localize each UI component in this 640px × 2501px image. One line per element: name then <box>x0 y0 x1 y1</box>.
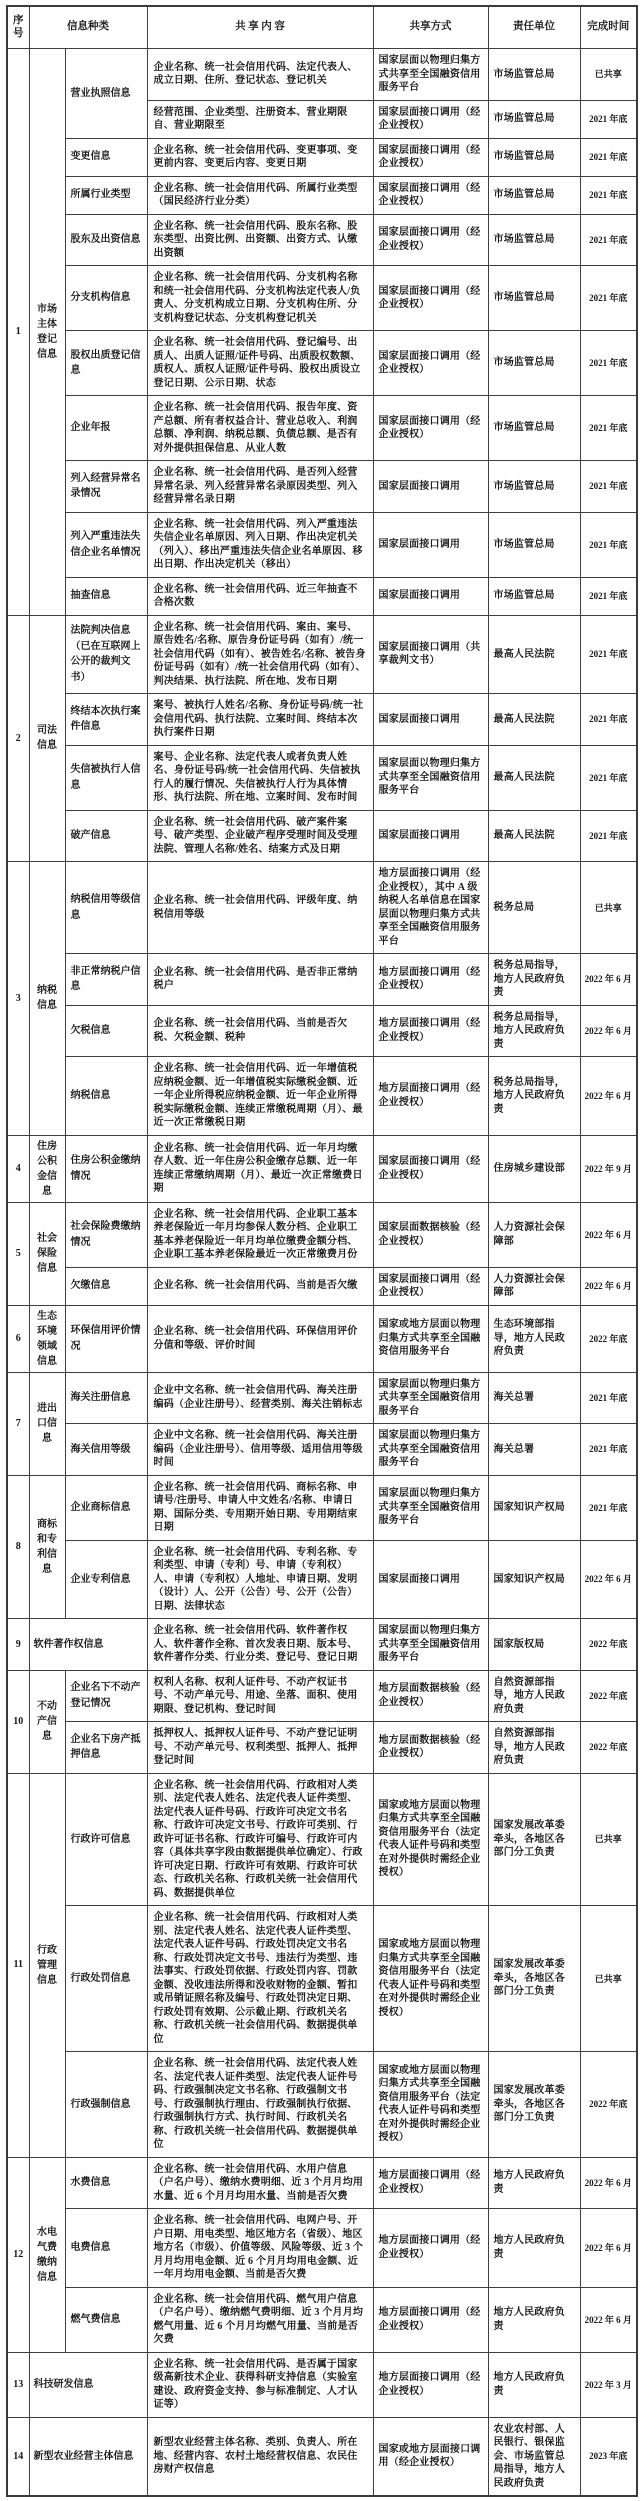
cell-content: 企业名称、统一社会信用代码、股东名称、股东类型、出资比例、出资额、出资方式、认缴出资额 <box>147 214 373 266</box>
cell-type: 股权出质登记信息 <box>65 331 147 396</box>
cell-content: 企业名称、统一社会信用代码、报告年度、资产总额、所有者权益合计、营业总收入、利润总额、净利润、纳税总额、负债总额、是否有对外提供担保信息、从业人数 <box>147 396 373 461</box>
cell-unit: 住房城乡建设部 <box>488 1135 580 1202</box>
cell-time: 2022 年底 <box>580 1670 637 1722</box>
cell-time: 2022 年底 <box>580 1619 637 1671</box>
cell-method: 地方层面接口调用（经企业授权） <box>373 1005 488 1057</box>
cell-type: 社会保险费缴纳情况 <box>65 1202 147 1267</box>
table-row <box>7 1475 637 1540</box>
cell-type: 终结本次执行案件信息 <box>65 694 147 746</box>
cell-content: 权利人名称、权利人证件号、不动产权证书号、不动产单元号、用途、坐落、面积、使用期限、登记机构、登记时间 <box>147 1670 373 1722</box>
table-row <box>7 214 637 266</box>
cell-method: 国家层面接口调用（经企业授权） <box>373 1135 488 1202</box>
cell-type: 水费信息 <box>65 2157 147 2209</box>
cell-category: 软件著作权信息 <box>29 1619 147 1671</box>
cell-unit: 国家发展改革委牵头，各地区各部门分工负责 <box>488 1773 580 1906</box>
cell-time: 2021 年底 <box>580 1424 637 1476</box>
cell-serial: 12 <box>7 2157 29 2352</box>
col-header-time: 完成时间 <box>580 6 637 49</box>
cell-time: 2021 年底 <box>580 266 637 331</box>
cell-unit: 国家知识产权局 <box>488 1475 580 1540</box>
cell-method: 国家层面接口调用 <box>373 512 488 577</box>
cell-method: 地方层面接口调用（经企业授权） <box>373 954 488 1006</box>
cell-time: 2022 年底 <box>580 1305 637 1372</box>
cell-type: 失信被执行人信息 <box>65 745 147 810</box>
cell-content: 企业名称、统一社会信用代码、商标名称、申请号/注册号、申请人中文姓名/名称、申请日期、国际分类、专用期开始日期、专用期结束日期 <box>147 1475 373 1540</box>
cell-time: 已共享 <box>580 49 637 101</box>
cell-category: 水电气费缴纳信息 <box>29 2157 65 2352</box>
cell-time: 2021 年底 <box>580 100 637 138</box>
cell-content: 企业名称、统一社会信用代码、近一年增值税应纳税金额、近一年增值税实际缴税金额、近一年企业所得税应纳税金额、近一年企业所得税实际缴税金额、连续正常缴税周期（月）、最近一次正常缴税日期 <box>147 1057 373 1136</box>
table-row <box>7 1619 637 1671</box>
cell-unit: 市场监管总局 <box>488 331 580 396</box>
cell-method: 国家层面以物理归集方式共享至全国融资信用服务平台 <box>373 745 488 810</box>
cell-unit: 市场监管总局 <box>488 512 580 577</box>
cell-content: 企业名称、统一社会信用代码、法定代表人、成立日期、住所、登记状态、登记机关 <box>147 49 373 101</box>
cell-time: 2021 年底 <box>580 512 637 577</box>
cell-unit: 农业农村部、人民银行、银保监会、市场监管总局指导，地方人民政府负责 <box>488 2417 580 2496</box>
table-body <box>7 49 637 2497</box>
table-row <box>7 1202 637 1267</box>
cell-content: 企业中文名称、统一社会信用代码、海关注册编码（企业注册号）、经营类别、海关注销标志 <box>147 1372 373 1424</box>
cell-unit: 税务总局指导，地方人民政府负责 <box>488 954 580 1006</box>
cell-unit: 地方人民政府负责 <box>488 2287 580 2352</box>
cell-type: 海关注册信息 <box>65 1372 147 1424</box>
cell-type: 股东及出资信息 <box>65 214 147 266</box>
cell-unit: 国家发展改革委牵头，各地区各部门分工负责 <box>488 1906 580 2052</box>
cell-time: 2021 年底 <box>580 1475 637 1540</box>
cell-category: 不动产信息 <box>29 1670 65 1773</box>
cell-unit: 最高人民法院 <box>488 810 580 862</box>
cell-method: 地方层面数据核验（经企业授权） <box>373 1722 488 1774</box>
table-row <box>7 2157 637 2209</box>
table-row <box>7 745 637 810</box>
cell-time: 2023 年底 <box>580 2417 637 2496</box>
cell-time: 已共享 <box>580 1773 637 1906</box>
cell-unit: 自然资源部指导，地方人民政府负责 <box>488 1670 580 1722</box>
table-row <box>7 1372 637 1424</box>
cell-unit: 最高人民法院 <box>488 745 580 810</box>
cell-category: 行政管理信息 <box>29 1773 65 2157</box>
cell-unit: 市场监管总局 <box>488 577 580 615</box>
table-row <box>7 615 637 694</box>
cell-method: 国家层面接口调用 <box>373 577 488 615</box>
cell-time: 2022 年 6 月 <box>580 1005 637 1057</box>
cell-serial: 13 <box>7 2352 29 2417</box>
cell-content: 企业名称、统一社会信用代码、水用户信息（户名户号）、缴纳水费明细、近 3 个月月均用水量、近 6 个月月均用水量、当前是否欠费 <box>147 2157 373 2209</box>
cell-time: 2021 年底 <box>580 615 637 694</box>
cell-unit: 国家版权局 <box>488 1619 580 1671</box>
cell-category: 市场主体登记信息 <box>29 49 65 616</box>
cell-type: 住房公积金缴纳情况 <box>65 1135 147 1202</box>
cell-method: 地方层面接口调用（经企业授权） <box>373 2157 488 2209</box>
table-row <box>7 1540 637 1619</box>
cell-content: 企业名称、统一社会信用代码、电网户号、开户日期、用电类型、地区地方名（省级）、地区地方名（市级）、价值等级、风险等级、近 3 个月月均用电金额、近 6 个月月均用电金额、近一年月均用电金额、当前是否欠费 <box>147 2209 373 2288</box>
cell-time: 2021 年底 <box>580 694 637 746</box>
cell-content: 企业名称、统一社会信用代码、燃气用户信息（户名户号）、缴纳燃气费明细、近 3 个月月均燃气用量、近 6 个月月均燃气用量、当前是否欠费 <box>147 2287 373 2352</box>
cell-content: 企业名称、统一社会信用代码、行政相对人类别、法定代表人姓名、法定代表人证件类型、法定代表人证件号码、行政处罚决定文书名称、行政处罚决定文书号、违法行为类型、违法事实、行政处罚依据、行政处罚内容、罚款金额、没收违法所得和没收财物的金额、暂扣或吊销证照名称及编号、行政处罚决定日期、行政处罚有效期、公示截止期、行政机关名称、行政机关统一社会信用代码、数据提供单位 <box>147 1906 373 2052</box>
cell-type: 抽查信息 <box>65 577 147 615</box>
cell-time: 2021 年底 <box>580 1372 637 1424</box>
cell-serial: 2 <box>7 615 29 862</box>
table-row <box>7 862 637 954</box>
info-sharing-table <box>6 5 638 2497</box>
cell-category: 纳税信息 <box>29 862 65 1136</box>
cell-method: 国家层面接口调用（共享裁判文书） <box>373 615 488 694</box>
table-row <box>7 2417 637 2496</box>
cell-type: 破产信息 <box>65 810 147 862</box>
cell-unit: 地方人民政府负责 <box>488 2209 580 2288</box>
table-row <box>7 577 637 615</box>
cell-content: 企业名称、统一社会信用代码、近一年月均缴存人数、近一年住房公积金缴存总额、近一年连续正常缴纳周期（月）、最近一次正常缴费日期 <box>147 1135 373 1202</box>
cell-content: 企业名称、统一社会信用代码、评级年度、纳税信用等级 <box>147 862 373 954</box>
cell-serial: 8 <box>7 1475 29 1619</box>
cell-type: 营业执照信息 <box>65 49 147 139</box>
cell-unit: 地方人民政府负责 <box>488 2157 580 2209</box>
cell-unit: 税务总局指导，地方人民政府负责 <box>488 1057 580 1136</box>
cell-content: 企业名称、统一社会信用代码、环保信用评价分值和等级、评价时间 <box>147 1305 373 1372</box>
cell-type: 分支机构信息 <box>65 266 147 331</box>
col-header-unit: 责任单位 <box>488 6 580 49</box>
cell-content: 案号、企业名称、法定代表人或者负责人姓名、身份证号码/统一社会信用代码、失信被执行人的履行情况、失信被执行人行为具体情形、执行法院、所在地、立案时间、发布时间 <box>147 745 373 810</box>
cell-content: 经营范围、企业类型、注册资本、营业期限自、营业期限至 <box>147 100 373 138</box>
cell-unit: 海关总署 <box>488 1372 580 1424</box>
cell-unit: 市场监管总局 <box>488 49 580 101</box>
table-row <box>7 1135 637 1202</box>
cell-unit: 最高人民法院 <box>488 694 580 746</box>
cell-content: 企业名称、统一社会信用代码、法定代表人姓名、法定代表人证件类型、法定代表人证件号码、行政强制决定文书名称、行政强制文书号、行政强制执行理由、行政强制执行依据、行政强制执行方式、执行时间、行政机关名称、行政机关统一社会信用代码、数据提供单位 <box>147 2052 373 2158</box>
cell-type: 企业名下房产抵押信息 <box>65 1722 147 1774</box>
cell-method: 地方层面接口调用（经企业授权） <box>373 2352 488 2417</box>
table-row <box>7 2352 637 2417</box>
cell-category: 新型农业经营主体信息 <box>29 2417 147 2496</box>
cell-method: 国家层面以物理归集方式共享至全国融资信用服务平台 <box>373 1372 488 1424</box>
cell-type: 企业名下不动产登记情况 <box>65 1670 147 1722</box>
table-row <box>7 1267 637 1305</box>
cell-method: 国家层面以物理归集方式共享至全国融资信用服务平台 <box>373 49 488 101</box>
cell-time: 2022 年 3 月 <box>580 2352 637 2417</box>
cell-time: 2021 年底 <box>580 176 637 214</box>
cell-type: 燃气费信息 <box>65 2287 147 2352</box>
cell-category: 司法信息 <box>29 615 65 862</box>
cell-time: 2021 年底 <box>580 577 637 615</box>
cell-time: 2022 年 6 月 <box>580 2157 637 2209</box>
cell-time: 2022 年 6 月 <box>580 1540 637 1619</box>
table-row <box>7 810 637 862</box>
cell-method: 地方层面接口调用（经企业授权） <box>373 1057 488 1136</box>
cell-category: 进出口信息 <box>29 1372 65 1475</box>
cell-serial: 7 <box>7 1372 29 1475</box>
cell-type: 行政强制信息 <box>65 2052 147 2158</box>
table-row <box>7 396 637 461</box>
cell-type: 所属行业类型 <box>65 176 147 214</box>
cell-content: 企业名称、统一社会信用代码、案由、案号、原告姓名/名称、原告身份证号码（如有）/统一社会信用代码（如有）、被告姓名/名称、被告身份证号码（如有）/统一社会信用代码（如有）、判决结果、执行法院、所在地、发布日期 <box>147 615 373 694</box>
cell-unit: 地方人民政府负责 <box>488 2352 580 2417</box>
cell-category: 住房公积金信息 <box>29 1135 65 1202</box>
cell-time: 2022 年 6 月 <box>580 2209 637 2288</box>
cell-time: 2021 年底 <box>580 745 637 810</box>
cell-content: 企业名称、统一社会信用代码、软件著作权人、软件著作全称、首次发表日期、版本号、软件著作分类、行业分类、登记号、登记日期 <box>147 1619 373 1671</box>
cell-unit: 市场监管总局 <box>488 396 580 461</box>
cell-method: 国家或地方层面接口调用（经企业授权） <box>373 2417 488 2496</box>
cell-method: 国家或地方层面以物理归集方式共享至全国融资信用服务平台（法定代表人证件号码和类型在对外提供时需经企业授权） <box>373 1906 488 2052</box>
cell-content: 企业中文名称、统一社会信用代码、海关注册编码（企业注册号）、信用等级、适用信用等级时间 <box>147 1424 373 1476</box>
cell-type: 非正常纳税户信息 <box>65 954 147 1006</box>
cell-unit: 国家发展改革委牵头，各地区各部门分工负责 <box>488 2052 580 2158</box>
table-row <box>7 2052 637 2158</box>
cell-type: 行政处罚信息 <box>65 1906 147 2052</box>
cell-content: 企业名称、统一社会信用代码、列入严重违法失信企业名单原因、列入日期、作出决定机关（列入）、移出严重违法失信企业名单原因、移出日期、作出决定机关（移出） <box>147 512 373 577</box>
cell-time: 2021 年底 <box>580 214 637 266</box>
cell-unit: 市场监管总局 <box>488 100 580 138</box>
col-header-content: 共 享 内 容 <box>147 6 373 49</box>
cell-unit: 税务总局指导，地方人民政府负责 <box>488 1005 580 1057</box>
table-row <box>7 461 637 513</box>
cell-unit: 海关总署 <box>488 1424 580 1476</box>
cell-method: 国家或地方层面以物理归集方式共享至全国融资信用服务平台（法定代表人证件号码和类型在对外提供时需经企业授权） <box>373 1773 488 1906</box>
cell-method: 国家层面接口调用 <box>373 1540 488 1619</box>
header-row <box>7 6 637 49</box>
table-row <box>7 1057 637 1136</box>
cell-type: 欠税信息 <box>65 1005 147 1057</box>
table-row <box>7 694 637 746</box>
table-row <box>7 138 637 176</box>
cell-time: 2022 年 6 月 <box>580 2287 637 2352</box>
cell-type: 纳税信息 <box>65 1057 147 1136</box>
cell-type: 欠缴信息 <box>65 1267 147 1305</box>
cell-serial: 1 <box>7 49 29 616</box>
table-row <box>7 1305 637 1372</box>
cell-content: 新型农业经营主体名称、类别、负责人、所在地、经营内容、农村土地经营权信息、农民住房财产权信息 <box>147 2417 373 2496</box>
cell-time: 2022 年底 <box>580 2052 637 2158</box>
cell-content: 企业名称、统一社会信用代码、破产案件案号、破产类型、企业破产程序受理时间及受理法院、管理人名称/姓名、结案方式及日期 <box>147 810 373 862</box>
cell-content: 企业名称、统一社会信用代码、是否非正常纳税户 <box>147 954 373 1006</box>
cell-type: 变更信息 <box>65 138 147 176</box>
cell-content: 企业名称、统一社会信用代码、是否列入经营异常名录、列入经营异常名录原因类型、列入经营异常名录日期 <box>147 461 373 513</box>
cell-unit: 市场监管总局 <box>488 138 580 176</box>
cell-method: 地方层面接口调用（经企业授权），其中 A 级纳税人名单信息在国家层面以物理归集方式共享至全国融资信用服务平台 <box>373 862 488 954</box>
cell-method: 国家层面接口调用 <box>373 810 488 862</box>
cell-unit: 人力资源社会保障部 <box>488 1267 580 1305</box>
table-row <box>7 176 637 214</box>
cell-content: 企业名称、统一社会信用代码、当前是否欠缴 <box>147 1267 373 1305</box>
cell-method: 国家层面接口调用（经企业授权） <box>373 1267 488 1305</box>
cell-time: 2022 年 6 月 <box>580 1267 637 1305</box>
cell-method: 国家层面以物理归集方式共享至全国融资信用服务平台 <box>373 1475 488 1540</box>
table-row <box>7 1906 637 2052</box>
cell-content: 企业名称、统一社会信用代码、行政相对人类别、法定代表人姓名、法定代表人证件类型、法定代表人证件号码、行政许可决定文书名称、行政许可决定文书号、行政许可类别、行政许可证书名称、行政许可编号、行政许可内容（具体共享字段由数据提供单位确定）、行政许可决定日期、行政许可有效期、行政许可状态、行政机关名称、行政机关统一社会信用代码、数据提供单位 <box>147 1773 373 1906</box>
cell-type: 环保信用评价情况 <box>65 1305 147 1372</box>
cell-category: 科技研发信息 <box>29 2352 147 2417</box>
cell-serial: 9 <box>7 1619 29 1671</box>
cell-method: 国家层面接口调用（经企业授权） <box>373 138 488 176</box>
cell-content: 企业名称、统一社会信用代码、近三年抽查不合格次数 <box>147 577 373 615</box>
cell-time: 2021 年底 <box>580 138 637 176</box>
cell-unit: 最高人民法院 <box>488 615 580 694</box>
cell-time: 2021 年底 <box>580 396 637 461</box>
cell-type: 法院判决信息（已在互联网上公开的裁判文书） <box>65 615 147 694</box>
cell-method: 国家或地方层面以物理归集方式共享至全国融资信用服务平台 <box>373 1305 488 1372</box>
cell-time: 2021 年底 <box>580 461 637 513</box>
cell-content: 案号、被执行人姓名/名称、身份证号码/统一社会信用代码、执行法院、立案时间、终结本次执行案件日期 <box>147 694 373 746</box>
cell-unit: 市场监管总局 <box>488 461 580 513</box>
cell-serial: 3 <box>7 862 29 1136</box>
cell-unit: 市场监管总局 <box>488 176 580 214</box>
cell-serial: 14 <box>7 2417 29 2496</box>
cell-type: 企业专利信息 <box>65 1540 147 1619</box>
table-row <box>7 2209 637 2288</box>
cell-unit: 市场监管总局 <box>488 214 580 266</box>
cell-method: 国家层面接口调用（经企业授权） <box>373 396 488 461</box>
cell-time: 2021 年底 <box>580 331 637 396</box>
cell-content: 企业名称、统一社会信用代码、当前是否欠税、欠税金额、税种 <box>147 1005 373 1057</box>
cell-method: 地方层面接口调用（经企业授权） <box>373 2209 488 2288</box>
cell-unit: 人力资源社会保障部 <box>488 1202 580 1267</box>
cell-method: 国家或地方层面以物理归集方式共享至全国融资信用服务平台（法定代表人证件号码和类型在对外提供时需经企业授权） <box>373 2052 488 2158</box>
col-header-serial: 序号 <box>7 6 29 49</box>
cell-unit: 国家知识产权局 <box>488 1540 580 1619</box>
cell-method: 国家层面接口调用 <box>373 694 488 746</box>
cell-method: 国家层面接口调用（经企业授权） <box>373 100 488 138</box>
col-header-method: 共享方式 <box>373 6 488 49</box>
cell-content: 企业名称、统一社会信用代码、登记编号、出质人、出质人证照/证件号码、出质股权数额、质权人、质权人证照/证件号码、股权出质设立登记日期、公示日期、状态 <box>147 331 373 396</box>
cell-method: 地方层面数据核验（经企业授权） <box>373 1670 488 1722</box>
cell-time: 2022 年 6 月 <box>580 1202 637 1267</box>
cell-content: 企业名称、统一社会信用代码、是否属于国家级高新技术企业、获得科研支持信息（实验室建设、政府资金支持、参与标准制定、人才认证等） <box>147 2352 373 2417</box>
table-row <box>7 1773 637 1906</box>
cell-serial: 6 <box>7 1305 29 1372</box>
table-row <box>7 1424 637 1476</box>
cell-type: 企业商标信息 <box>65 1475 147 1540</box>
cell-category: 社会保险信息 <box>29 1202 65 1305</box>
table-row <box>7 2287 637 2352</box>
cell-time: 2022 年 6 月 <box>580 954 637 1006</box>
cell-type: 电费信息 <box>65 2209 147 2288</box>
cell-serial: 11 <box>7 1773 29 2157</box>
cell-category: 生态环境领域信息 <box>29 1305 65 1372</box>
cell-time: 已共享 <box>580 862 637 954</box>
cell-serial: 4 <box>7 1135 29 1202</box>
cell-unit: 税务总局 <box>488 862 580 954</box>
col-header-kind: 信息种类 <box>29 6 147 49</box>
cell-content: 企业名称、统一社会信用代码、企业职工基本养老保险近一年月均参保人数分档、企业职工基本养老保险近一年月均单位缴费金额分档、企业职工基本养老保险最近一次正常缴费月份 <box>147 1202 373 1267</box>
cell-content: 企业名称、统一社会信用代码、分支机构名称和统一社会信用代码、分支机构法定代表人/负责人、分支机构成立日期、分支机构住所、分支机构登记状态、分支机构登记机关 <box>147 266 373 331</box>
cell-method: 地方层面接口调用（经企业授权） <box>373 2287 488 2352</box>
table-row <box>7 954 637 1006</box>
cell-method: 国家层面接口调用 <box>373 461 488 513</box>
cell-unit: 生态环境部指导，地方人民政府负责 <box>488 1305 580 1372</box>
table-row <box>7 331 637 396</box>
table-row <box>7 1005 637 1057</box>
cell-unit: 市场监管总局 <box>488 266 580 331</box>
cell-type: 行政许可信息 <box>65 1773 147 1906</box>
cell-method: 国家层面以物理归集方式共享至全国融资信用服务平台 <box>373 1619 488 1671</box>
cell-method: 国家层面接口调用（经企业授权） <box>373 214 488 266</box>
cell-method: 国家层面以物理归集方式共享至全国融资信用服务平台 <box>373 1424 488 1476</box>
cell-type: 纳税信用等级信息 <box>65 862 147 954</box>
table-row <box>7 512 637 577</box>
cell-method: 国家层面接口调用（经企业授权） <box>373 176 488 214</box>
cell-content: 企业名称、统一社会信用代码、专利名称、专利类型、申请（专利）号、申请（专利权）人、申请（专利权）人地址、申请日期、发明（设计）人、公开（公告）号、公开（公告）日期、法律状态 <box>147 1540 373 1619</box>
cell-method: 国家层面数据核验（经企业授权） <box>373 1202 488 1267</box>
cell-method: 国家层面接口调用（经企业授权） <box>373 331 488 396</box>
cell-time: 2022 年 9 月 <box>580 1135 637 1202</box>
cell-time: 已共享 <box>580 1906 637 2052</box>
cell-unit: 自然资源部指导，地方人民政府负责 <box>488 1722 580 1774</box>
cell-method: 国家层面接口调用（经企业授权） <box>373 266 488 331</box>
table-row <box>7 49 637 101</box>
table-row <box>7 266 637 331</box>
cell-time: 2022 年 6 月 <box>580 1057 637 1136</box>
cell-serial: 5 <box>7 1202 29 1305</box>
cell-type: 列入经营异常名录情况 <box>65 461 147 513</box>
cell-content: 企业名称、统一社会信用代码、所属行业类型（国民经济行业分类） <box>147 176 373 214</box>
table-row <box>7 1670 637 1722</box>
cell-content: 企业名称、统一社会信用代码、变更事项、变更前内容、变更后内容、变更日期 <box>147 138 373 176</box>
cell-serial: 10 <box>7 1670 29 1773</box>
cell-type: 列入严重违法失信企业名单情况 <box>65 512 147 577</box>
cell-type: 海关信用等级 <box>65 1424 147 1476</box>
cell-content: 抵押权人、抵押权人证件号、不动产登记证明号、不动产单元号、权利类型、抵押人、抵押登记时间 <box>147 1722 373 1774</box>
table-row <box>7 1722 637 1774</box>
cell-time: 2022 年底 <box>580 1722 637 1774</box>
cell-category: 商标和专利信息 <box>29 1475 65 1619</box>
cell-type: 企业年报 <box>65 396 147 461</box>
cell-time: 2021 年底 <box>580 810 637 862</box>
